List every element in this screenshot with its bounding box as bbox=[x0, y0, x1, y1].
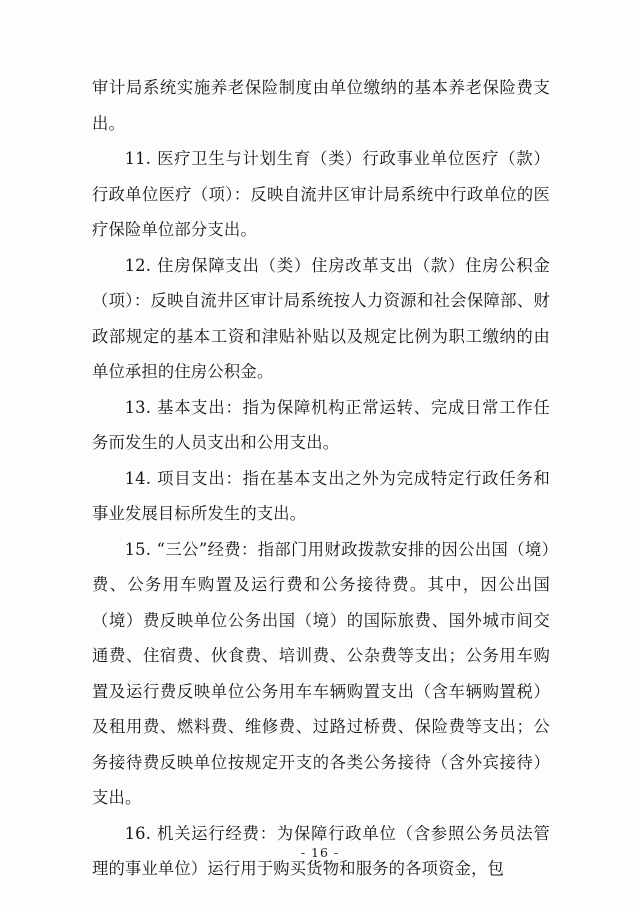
paragraph-item-16: 16. 机关运行经费：为保障行政单位（含参照公务员法管理的事业单位）运行用于购买货物和服务的各项资金，包 bbox=[92, 823, 550, 878]
paragraph-item-15: 15. “三公”经费：指部门用财政拨款安排的因公出国（境）费、公务用车购置及运行费和公务接待费。其中，因公出国（境）费反映单位公务出国（境）的国际旅费、国外城市间交通费、住宿费、伙食费、培训费、公杂费等支出；公务用车购置及运行费反映单位公务用车车辆购置支出（含车辆购置税）及租用费、燃料费、维修费、过路过桥费、保险费等支出；公务接待费反映单位按规定开支的各类公务接待（含外宾接待）支出。 bbox=[92, 539, 550, 807]
paragraph-item-14: 14. 项目支出：指在基本支出之外为完成特定行政任务和事业发展目标所发生的支出。 bbox=[92, 468, 550, 523]
paragraph-audit-pension: 审计局系统实施养老保险制度由单位缴纳的基本养老保险费支出。 bbox=[92, 78, 550, 133]
paragraph-item-11: 11. 医疗卫生与计划生育（类）行政事业单位医疗（款）行政单位医疗（项）：反映自流井区审计局系统中行政单位的医疗保险单位部分支出。 bbox=[92, 149, 550, 239]
paragraph-item-12: 12. 住房保障支出（类）住房改革支出（款）住房公积金（项）：反映自流井区审计局系统按人力资源和社会保障部、财政部规定的基本工资和津贴补贴以及规定比例为职工缴纳的由单位承担的住房公积金。 bbox=[92, 255, 550, 381]
paragraph-item-13: 13. 基本支出：指为保障机构正常运转、完成日常工作任务而发生的人员支出和公用支出。 bbox=[92, 397, 550, 452]
page-number: - 16 - bbox=[300, 845, 340, 860]
document-body bbox=[92, 70, 550, 887]
